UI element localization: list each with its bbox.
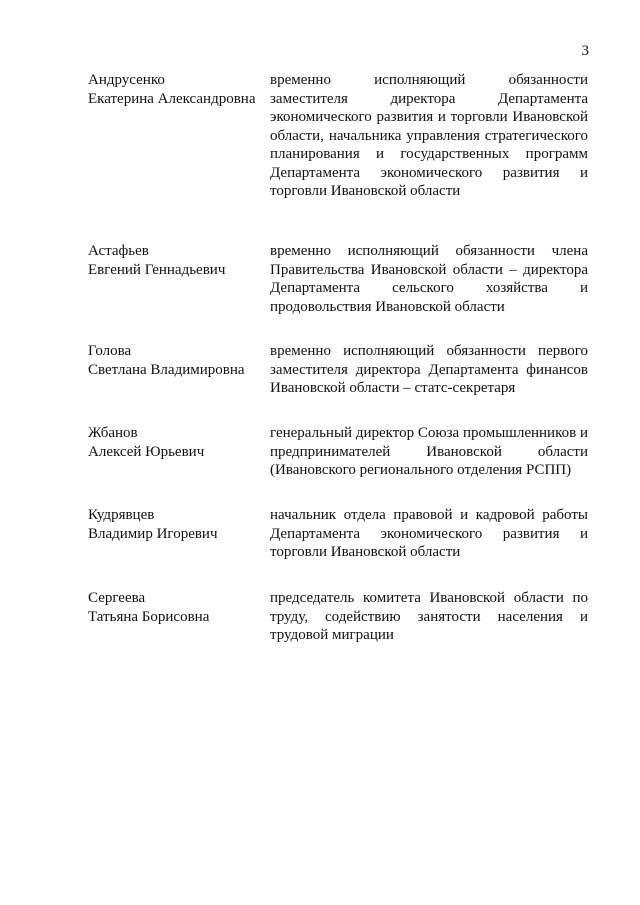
member-name: [88, 242, 268, 279]
member-position: временно исполняющий обязанности члена Правительства Ивановской области – директора Департамента сельского хозяйства и продовольствия Ивановской области: [270, 243, 588, 315]
member-surname: Кудрявцев: [88, 507, 155, 523]
member-name: [88, 71, 268, 108]
member-position: генеральный директор Союза промышленников и предпринимателей Ивановской области (Ивановского регионального отделения РСПП): [270, 425, 588, 478]
member-given-names: Светлана Владимировна: [88, 361, 245, 378]
member-surname: Жбанов: [88, 425, 138, 441]
member-given-names: Алексей Юрьевич: [88, 443, 205, 460]
member-surname: Астафьев: [88, 243, 149, 259]
member-name: [88, 424, 268, 461]
member-given-names: Татьяна Борисовна: [88, 608, 210, 625]
member-position: председатель комитета Ивановской области по труду, содействию занятости населения и трудовой миграции: [270, 590, 588, 643]
member-name: [88, 342, 268, 379]
member-position: временно исполняющий обязанности заместителя директора Департамента экономического развития и торговли Ивановской области, начальника управления стратегического планирования и государственных программ Департамента экономического развития и торговли Ивановской области: [270, 72, 588, 199]
member-surname: Андрусенко: [88, 72, 165, 88]
member-name: [88, 589, 268, 626]
member-position: временно исполняющий обязанности первого заместителя директора Департамента финансов Ивановской области – статс-секретаря: [270, 343, 588, 396]
member-surname: Сергеева: [88, 590, 146, 606]
member-given-names: Владимир Игоревич: [88, 525, 218, 542]
member-position: начальник отдела правовой и кадровой работы Департамента экономического развития и торговли Ивановской области: [270, 507, 588, 560]
page-number: 3: [581, 43, 589, 59]
member-given-names: Екатерина Александровна: [88, 90, 256, 107]
member-given-names: Евгений Геннадьевич: [88, 261, 226, 278]
member-surname: Голова: [88, 343, 132, 359]
member-name: [88, 506, 268, 543]
